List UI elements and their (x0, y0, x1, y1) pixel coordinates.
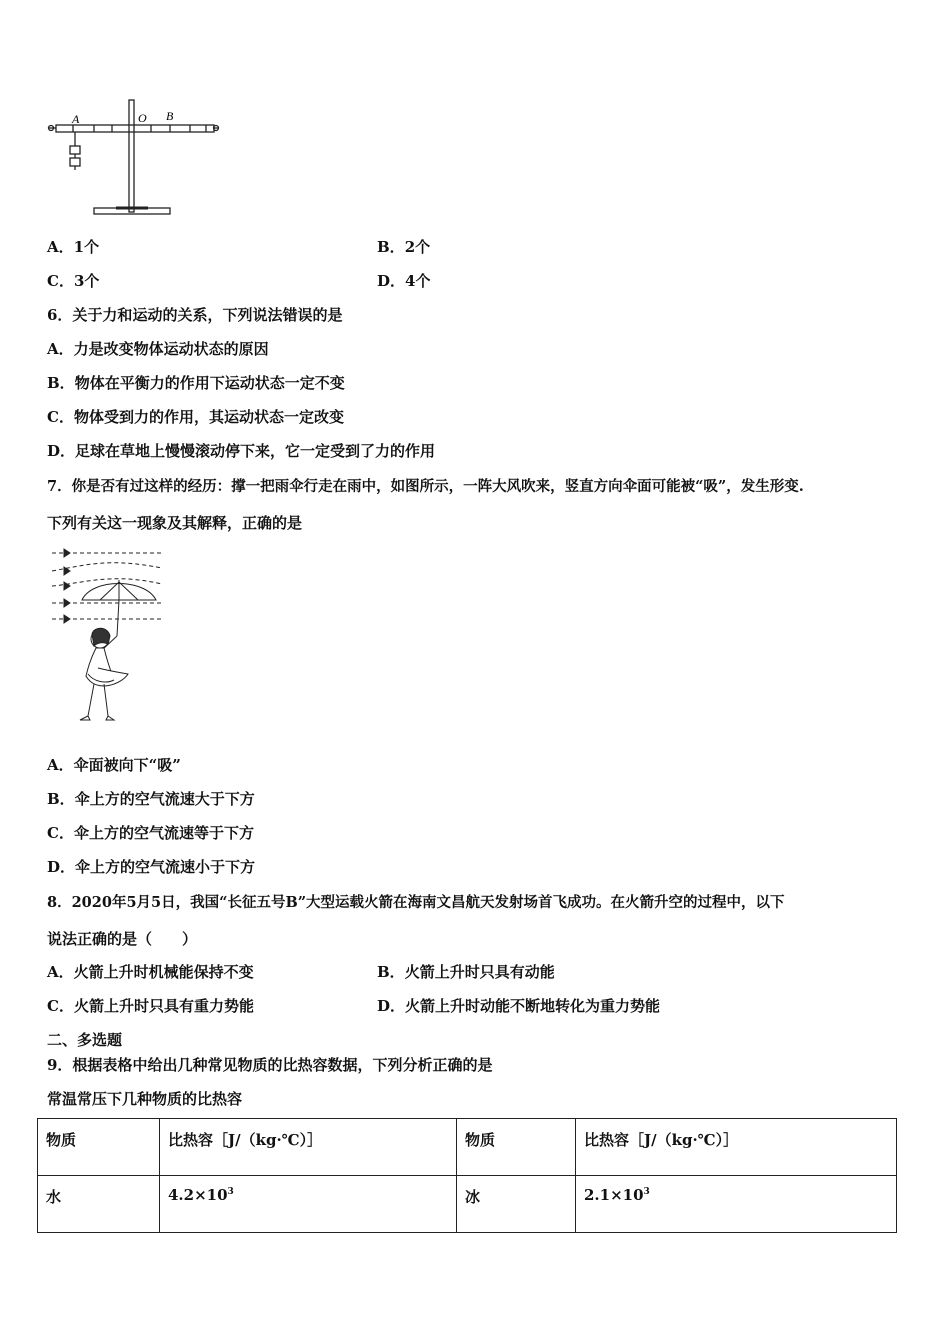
q6-option-b: B．物体在平衡力的作用下运动状态一定不变 (47, 374, 345, 392)
umbrella-figure (50, 544, 170, 726)
q8-option-d: D．火箭上升时动能不断地转化为重力势能 (377, 997, 661, 1015)
q8-option-a: A．火箭上升时机械能保持不变 (47, 963, 254, 981)
label-o: O (138, 111, 147, 125)
q7-stem-line2: 下列有关这一现象及其解释，正确的是 (47, 514, 303, 532)
header-substance-2: 物质 (457, 1119, 576, 1176)
q7-option-a: A．伞面被向下“吸” (47, 756, 181, 774)
q8-option-c: C．火箭上升时只具有重力势能 (47, 997, 254, 1015)
q7-option-c: C．伞上方的空气流速等于下方 (47, 824, 254, 842)
cell-heat-ice: $2.1\times 10^3$ (576, 1176, 897, 1233)
label-a: A (72, 112, 80, 126)
q6-option-c: C．物体受到力的作用，其运动状态一定改变 (47, 408, 344, 426)
cell-heat-water: $4.2\times 10^3$ (160, 1176, 457, 1233)
table-header-row (38, 1119, 897, 1176)
table-caption: 常温常压下几种物质的比热容 (47, 1090, 243, 1108)
cell-substance-water: 水 (38, 1176, 160, 1233)
q5-option-d: D．4个 (377, 272, 431, 290)
table-row (38, 1176, 897, 1233)
section-title: 二、多选题 (47, 1031, 123, 1049)
q5-option-a: A．1个 (47, 238, 100, 256)
lever-figure (44, 96, 224, 220)
q7-option-d: D．伞上方的空气流速小于下方 (47, 858, 256, 876)
q8-stem-line2: 说法正确的是（ ） (47, 930, 198, 948)
label-b: B (166, 109, 174, 123)
q6-option-a: A．力是改变物体运动状态的原因 (47, 340, 269, 358)
q6-stem: 6．关于力和运动的关系，下列说法错误的是 (47, 306, 343, 324)
header-substance-1: 物质 (38, 1119, 160, 1176)
q9-stem: 9．根据表格中给出几种常见物质的比热容数据，下列分析正确的是 (47, 1056, 493, 1074)
cell-substance-ice: 冰 (457, 1176, 576, 1233)
q5-option-c: C．3个 (47, 272, 100, 290)
header-heat-1: 比热容［J/（kg·℃）］ (160, 1119, 457, 1176)
q7-option-b: B．伞上方的空气流速大于下方 (47, 790, 255, 808)
weight-2 (70, 158, 80, 166)
q7-stem-line1: 7．你是否有过这样的经历：撑一把雨伞行走在雨中，如图所示，一阵大风吹来，竖直方向伞面可能被“吸”，发生形变. (47, 478, 804, 495)
q5-option-b: B．2个 (377, 238, 431, 256)
header-heat-2: 比热容［J/（kg·℃）］ (576, 1119, 897, 1176)
specific-heat-table (37, 1118, 897, 1233)
weight-1 (70, 146, 80, 154)
stand-pole (129, 100, 134, 212)
q8-option-b: B．火箭上升时只具有动能 (377, 963, 555, 981)
q6-option-d: D．足球在草地上慢慢滚动停下来，它一定受到了力的作用 (47, 442, 436, 460)
q8-stem-line1: 8．2020年5月5日，我国“长征五号B”大型运载火箭在海南文昌航天发射场首飞成功。在火箭升空的过程中，以下 (47, 894, 785, 911)
